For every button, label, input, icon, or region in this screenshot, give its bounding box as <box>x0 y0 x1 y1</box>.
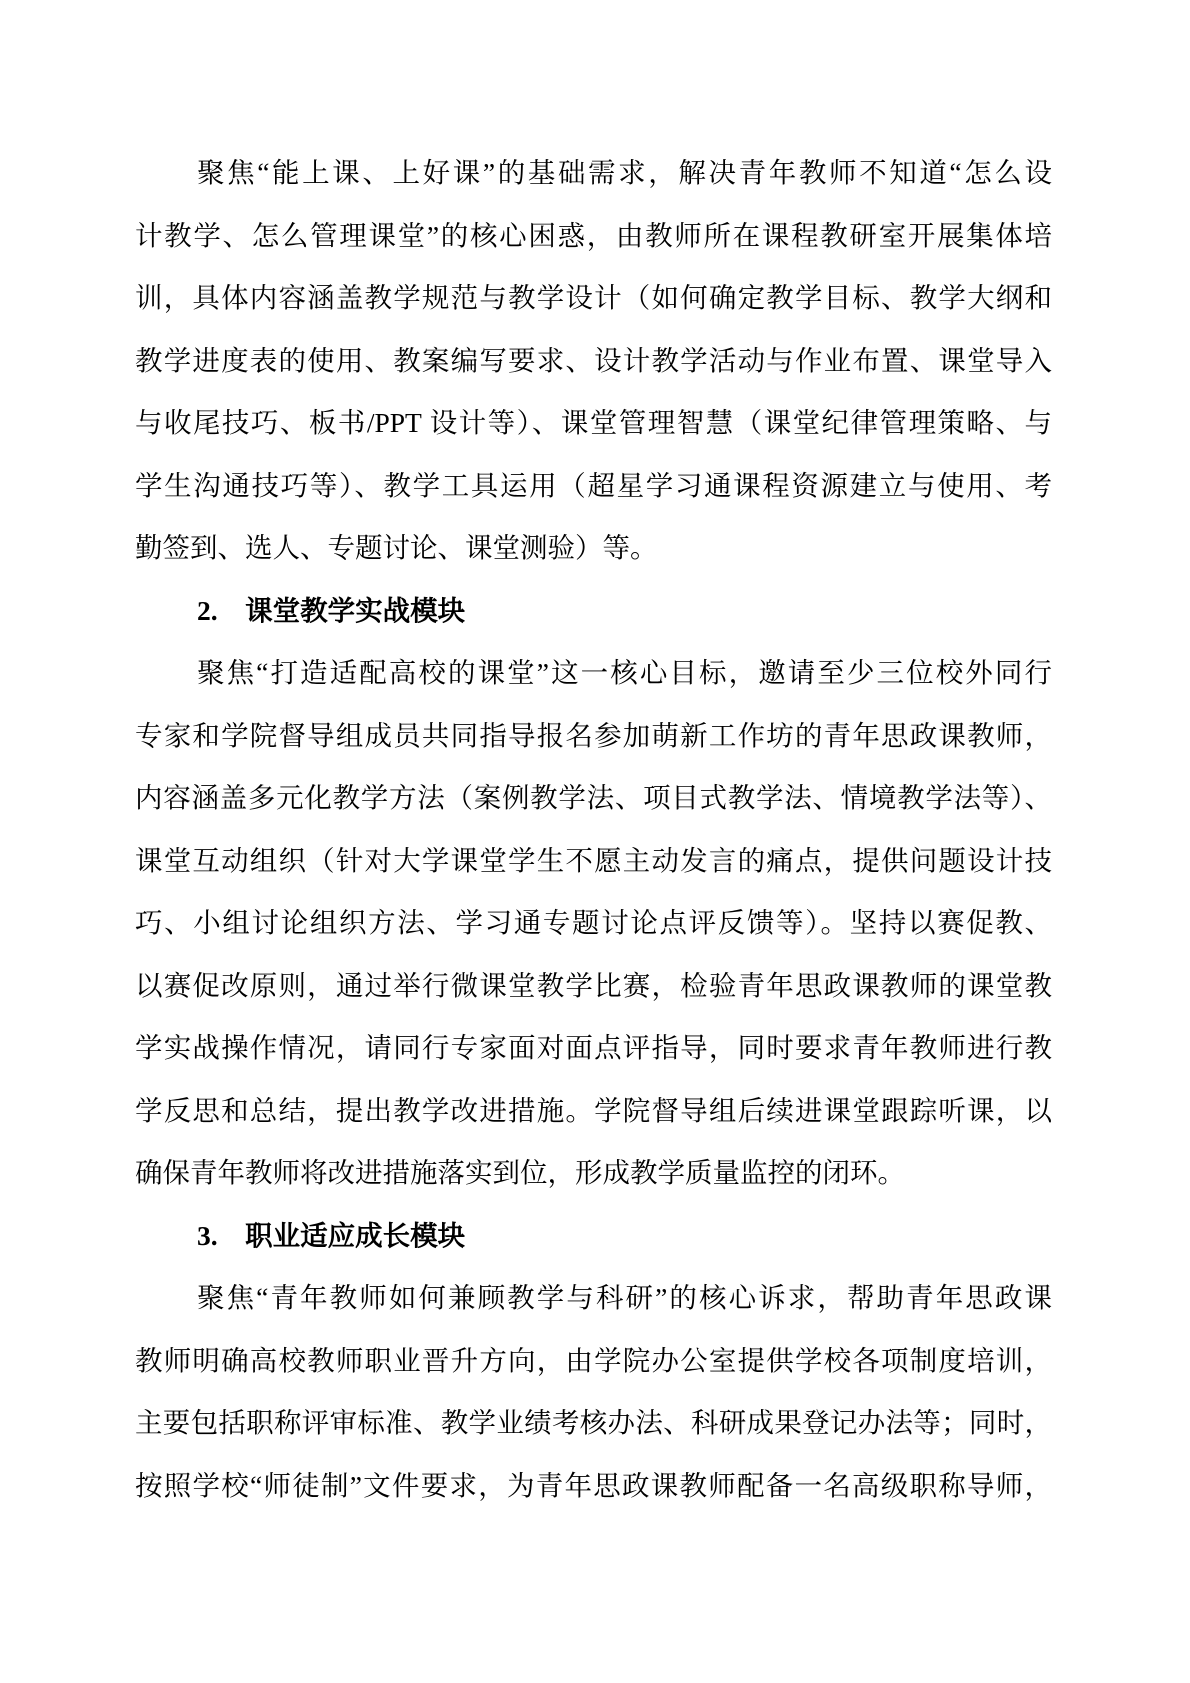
section-heading: 3. 职业适应成长模块 <box>197 1219 466 1251</box>
text-line: 按照学校“师徒制”文件要求，为青年思政课教师配备一名高级职称导师， <box>135 1469 1052 1501</box>
text-line: 专家和学院督导组成员共同指导报名参加萌新工作坊的青年思政课教师， <box>135 719 1052 751</box>
text-line: 学实战操作情况，请同行专家面对面点评指导，同时要求青年教师进行教 <box>135 1032 1052 1063</box>
section-heading: 2. 课堂教学实战模块 <box>197 594 466 626</box>
text-line: 勤签到、选人、专题讨论、课堂测验）等。 <box>135 532 658 563</box>
text-line: 与收尾技巧、板书/PPT 设计等）、课堂管理智慧（课堂纪律管理策略、与 <box>135 407 1052 438</box>
text-line: 聚焦“能上课、上好课”的基础需求，解决青年教师不知道“怎么设 <box>197 157 1052 188</box>
text-line: 课堂互动组织（针对大学课堂学生不愿主动发言的痛点，提供问题设计技 <box>135 844 1052 876</box>
text-line: 聚焦“打造适配高校的课堂”这一核心目标，邀请至少三位校外同行 <box>197 657 1052 688</box>
text-line: 计教学、怎么管理课堂”的核心困惑，由教师所在课程教研室开展集体培 <box>135 219 1052 251</box>
text-line: 主要包括职称评审标准、教学业绩考核办法、科研成果登记办法等；同时， <box>135 1407 1052 1438</box>
text-line: 学生沟通技巧等）、教学工具运用（超星学习通课程资源建立与使用、考 <box>135 469 1052 501</box>
text-line: 巧、小组讨论组织方法、学习通专题讨论点评反馈等）。坚持以赛促教、 <box>135 907 1052 938</box>
text-line: 教师明确高校教师职业晋升方向，由学院办公室提供学校各项制度培训， <box>135 1344 1052 1376</box>
text-line: 教学进度表的使用、教案编写要求、设计教学活动与作业布置、课堂导入 <box>135 344 1052 376</box>
text-line: 聚焦“青年教师如何兼顾教学与科研”的核心诉求，帮助青年思政课 <box>197 1282 1052 1313</box>
text-line: 训，具体内容涵盖教学规范与教学设计（如何确定教学目标、教学大纲和 <box>135 282 1052 313</box>
text-line: 学反思和总结，提出教学改进措施。学院督导组后续进课堂跟踪听课，以 <box>135 1094 1052 1126</box>
text-line: 内容涵盖多元化教学方法（案例教学法、项目式教学法、情境教学法等）、 <box>135 782 1052 813</box>
document-content <box>135 142 1052 1517</box>
text-line: 确保青年教师将改进措施落实到位，形成教学质量监控的闭环。 <box>135 1157 905 1188</box>
text-line: 以赛促改原则，通过举行微课堂教学比赛，检验青年思政课教师的课堂教 <box>135 969 1052 1001</box>
